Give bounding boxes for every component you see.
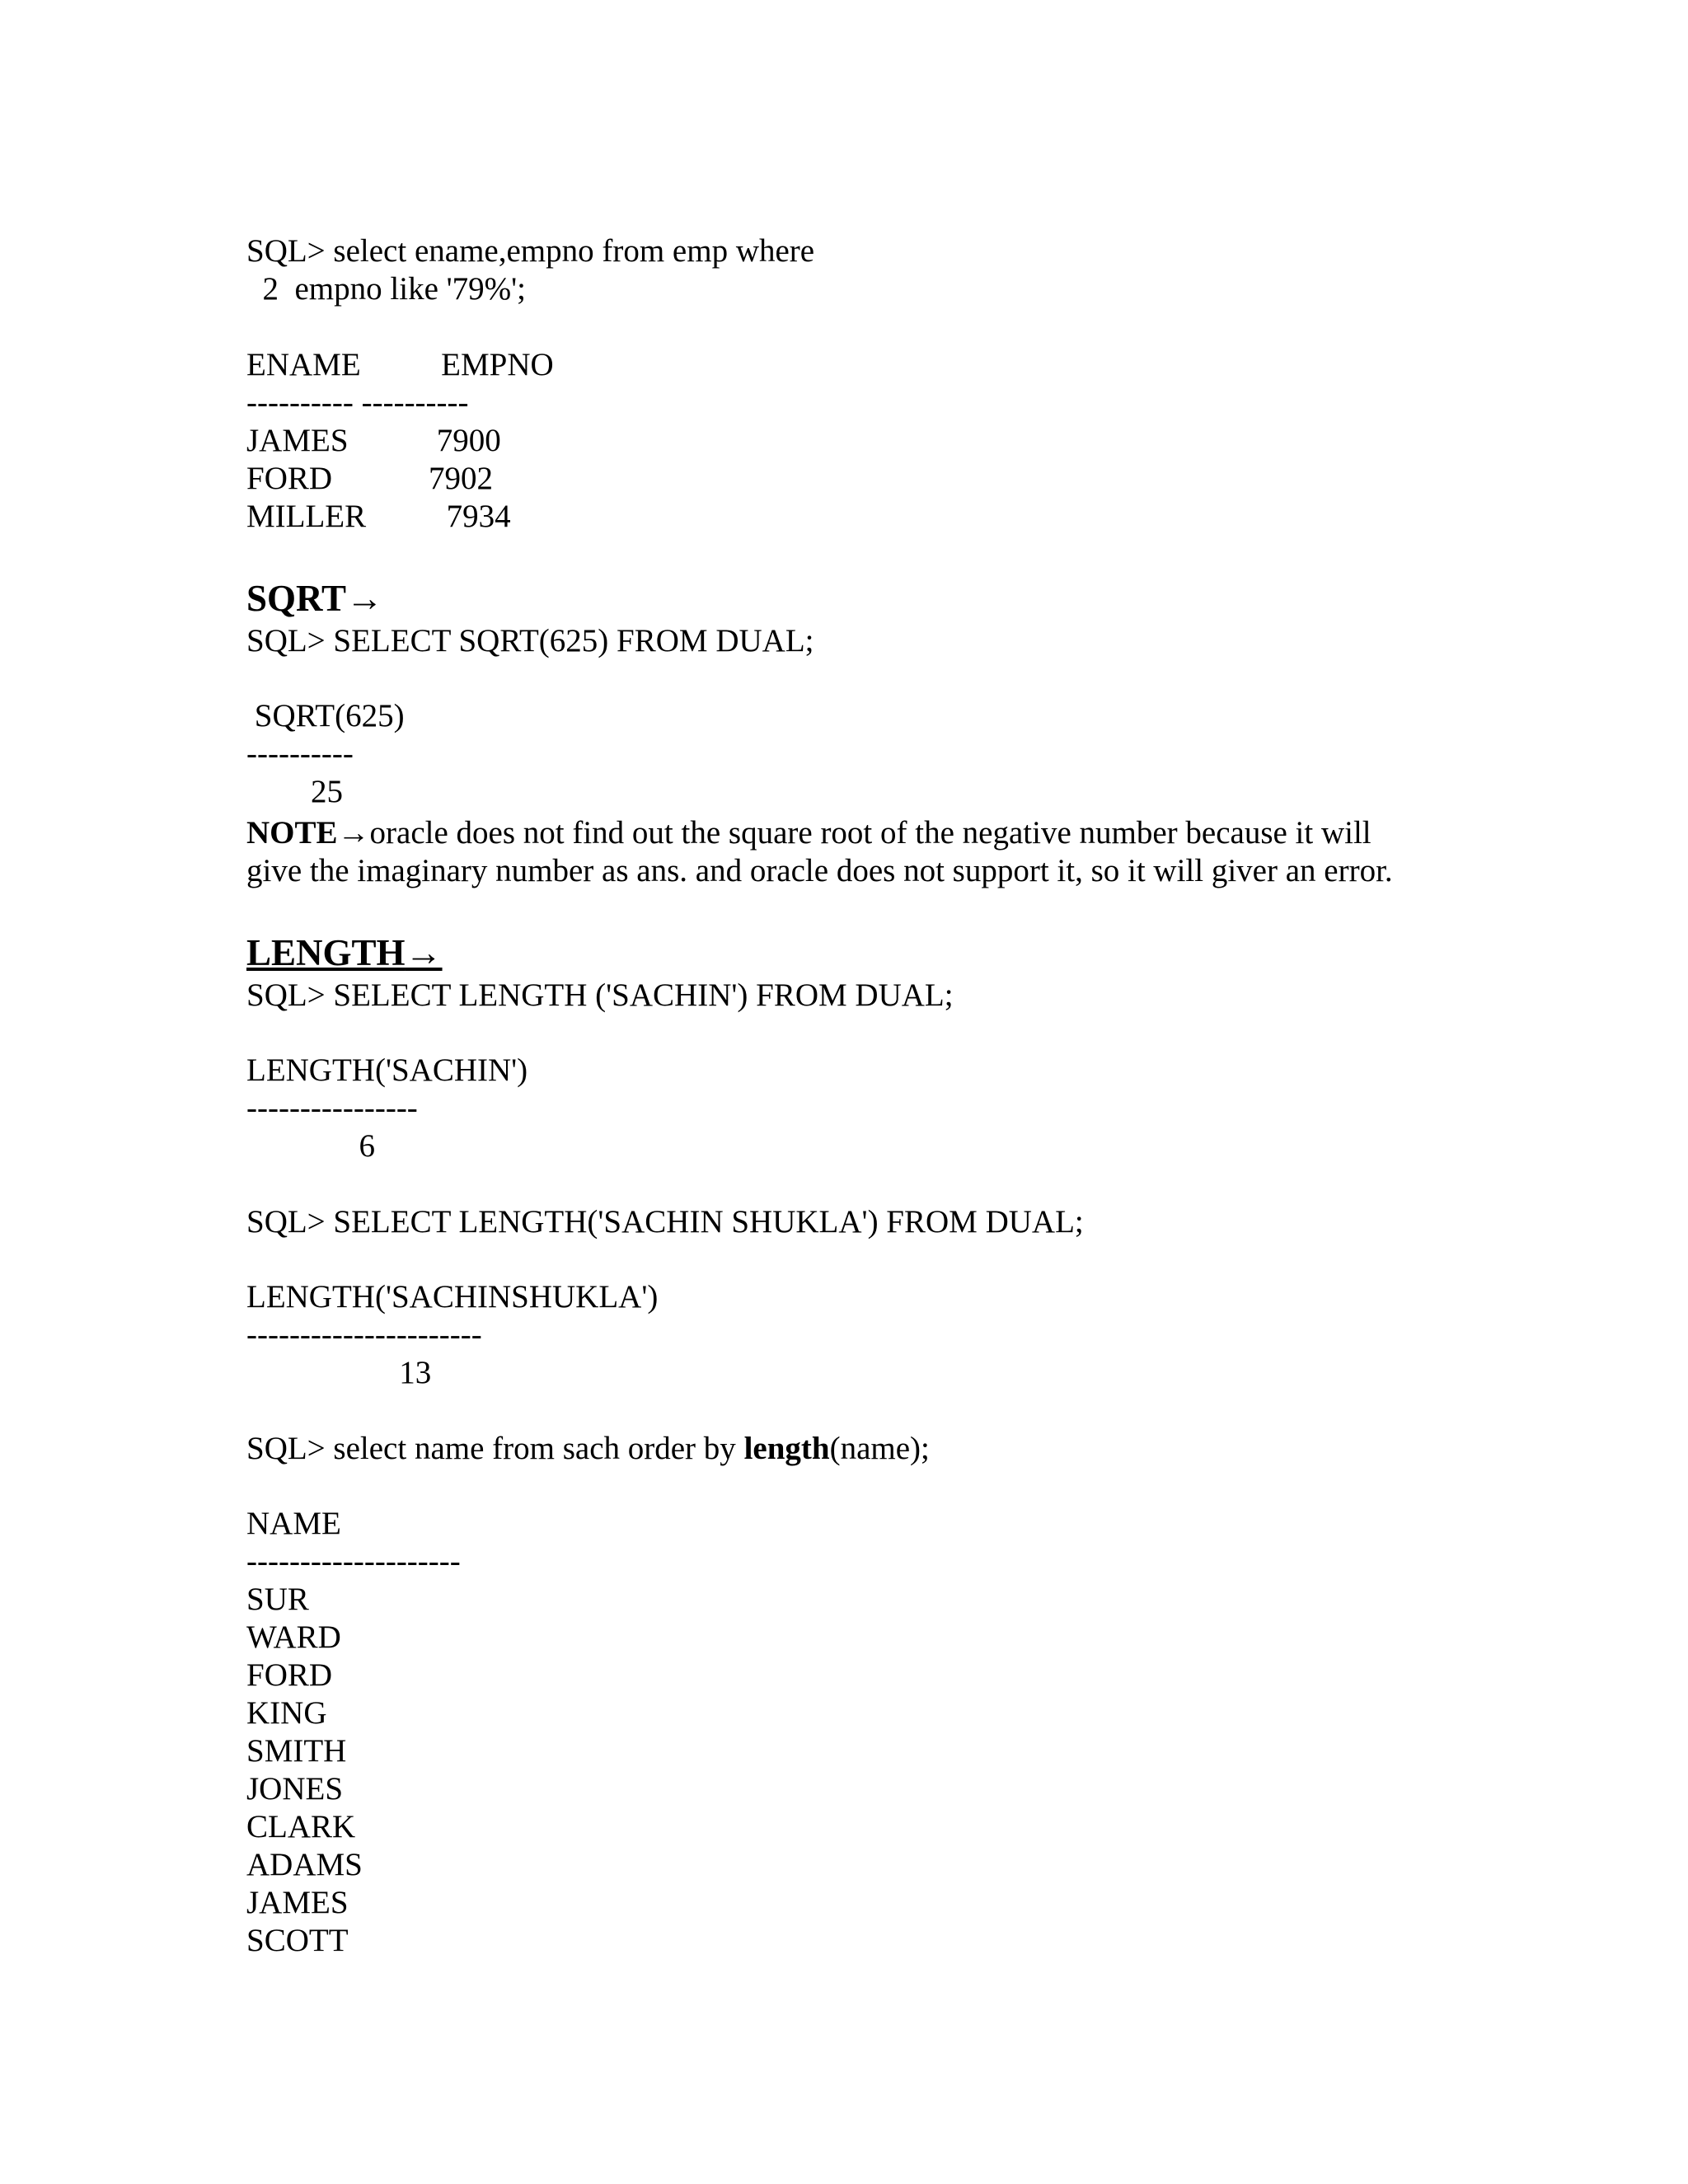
- note-label: NOTE: [246, 815, 338, 851]
- sql3-keyword: length: [743, 1431, 830, 1466]
- sql3-suffix: (name);: [829, 1431, 930, 1466]
- sqrt-sql: SQL> SELECT SQRT(625) FROM DUAL;: [246, 623, 814, 658]
- name-list: SUR WARD FORD KING SMITH JONES CLARK ADAMS JAMES SCOTT: [246, 1582, 363, 1958]
- length-heading: [246, 931, 443, 974]
- note-text: oracle does not find out the square root of the negative number because it will: [369, 815, 1372, 851]
- query1-rows: JAMES 7900 FORD 7902 MILLER 7934: [246, 423, 511, 534]
- sqrt-note-line1: [246, 814, 1372, 852]
- right-arrow-icon: →: [337, 815, 370, 851]
- sqrt-heading: [246, 577, 383, 620]
- right-arrow-icon: →: [345, 578, 383, 619]
- length-sql2: SQL> SELECT LENGTH('SACHIN SHUKLA') FROM DUAL;: [246, 1204, 1084, 1240]
- sql3-prefix: SQL> select name from sach order by: [246, 1431, 744, 1466]
- length-sql3: [246, 1430, 930, 1468]
- sqrt-note-line2: give the imaginary number as ans. and oracle does not support it, so it will giver an error.: [246, 853, 1393, 888]
- length-result2: LENGTH('SACHINSHUKLA') ---------------------- 13: [246, 1279, 659, 1390]
- length-result1: LENGTH('SACHIN') ---------------- 6: [246, 1052, 528, 1164]
- query1-divider: ---------- ----------: [246, 385, 469, 420]
- sqrt-result: SQRT(625) ---------- 25: [246, 698, 405, 809]
- query1-sql: SQL> select ename,empno from emp where 2 empno like '79%';: [246, 233, 815, 307]
- length-heading-text: LENGTH: [246, 932, 406, 973]
- name-header: NAME --------------------: [246, 1506, 461, 1579]
- sqrt-heading-text: SQRT: [246, 578, 346, 619]
- length-sql1: SQL> SELECT LENGTH ('SACHIN') FROM DUAL;: [246, 977, 954, 1013]
- query1-header: ENAME EMPNO: [246, 347, 554, 382]
- right-arrow-icon: →: [405, 932, 443, 973]
